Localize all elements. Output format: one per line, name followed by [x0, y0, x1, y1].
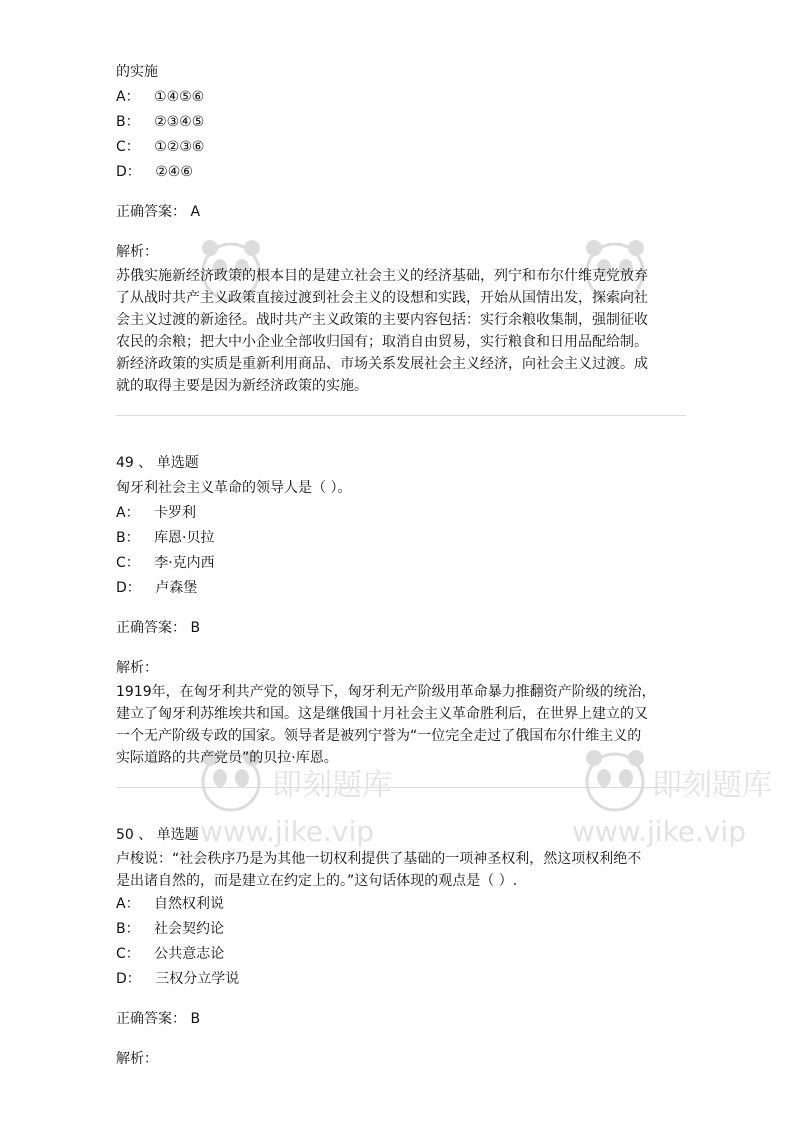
correct-answer: 正确答案： B	[116, 1011, 201, 1027]
option-key: A：	[116, 896, 140, 912]
option-c	[116, 942, 686, 967]
question-stem: 卢梭说：“社会秩序乃是为其他一切权利提供了基础的一项神圣权利，然这项权利绝不 是出诸自然的，而是建立在约定上的。”这句话体现的观点是（ ）.	[116, 851, 642, 889]
option-key: B：	[116, 530, 140, 546]
option-d	[116, 160, 686, 185]
correct-answer: 正确答案： B	[116, 620, 201, 636]
question-divider	[116, 415, 686, 416]
analysis-text: 苏俄实施新经济政策的根本目的是建立社会主义的经济基础，列宁和布尔什维克党放弃 了从战时共产主义政策直接过渡到社会主义的设想和实践，开始从国情出发，探索向社 会主义过渡的新途径。战时共产主义政策的主要内容包括：实行余粮收集制，强制征收 农民的余粮；把大中小企业全部收归国有；取消自由贸易，实行粮食和日用品配给制。 新经济政策的实质是重新利用商品、市场关系发展社会主义经济，向社会主义过渡。成 就的取得主要是因为新经济政策的实施。	[116, 268, 648, 394]
option-text: 库恩·贝拉	[154, 530, 215, 546]
option-key: D：	[116, 580, 141, 596]
question-50	[116, 808, 686, 1072]
option-text: 卡罗利	[154, 505, 197, 521]
option-text: 社会契约论	[154, 921, 225, 937]
question-header: 50 、 单选题	[116, 827, 199, 843]
document-content	[116, 60, 686, 1072]
option-text: ②③④⑤	[154, 114, 205, 130]
option-text: 卢森堡	[155, 580, 198, 596]
option-a	[116, 501, 686, 526]
question-48	[116, 60, 686, 397]
option-b	[116, 917, 686, 942]
option-text: ①②③⑥	[154, 139, 205, 155]
question-49	[116, 436, 686, 769]
option-d	[116, 576, 686, 601]
question-header: 49 、 单选题	[116, 455, 199, 471]
analysis-text: 1919年，在匈牙利共产党的领导下，匈牙利无产阶级用革命暴力推翻资产阶级的统治， 建立了匈牙利苏维埃共和国。这是继俄国十月社会主义革命胜利后，在世界上建立的又 一个无产阶级专政的国家。领导者是被列宁誉为“一位完全走过了俄国布尔什维主义的 实际道路的共产党员”的贝拉·库恩。	[116, 684, 656, 766]
option-a	[116, 85, 686, 110]
option-key: B：	[116, 114, 140, 130]
question-stem-tail: 的实施	[116, 64, 158, 80]
option-c	[116, 551, 686, 576]
option-key: B：	[116, 921, 140, 937]
analysis-label: 解析：	[116, 660, 158, 676]
analysis-label: 解析：	[116, 1051, 158, 1067]
option-d	[116, 967, 686, 992]
option-key: A：	[116, 89, 140, 105]
option-c	[116, 135, 686, 160]
option-key: A：	[116, 505, 140, 521]
option-text: 自然权利说	[154, 896, 225, 912]
option-a	[116, 892, 686, 917]
option-key: C：	[116, 946, 140, 962]
option-text: 李·克内西	[154, 555, 215, 571]
question-stem: 匈牙利社会主义革命的领导人是（ ）。	[116, 480, 352, 496]
option-text: ②④⑥	[155, 164, 193, 180]
analysis-label: 解析：	[116, 244, 158, 260]
option-key: D：	[116, 971, 141, 987]
question-divider	[116, 787, 686, 788]
option-b	[116, 526, 686, 551]
option-b	[116, 110, 686, 135]
option-text: ①④⑤⑥	[154, 89, 205, 105]
correct-answer: 正确答案： A	[116, 204, 201, 220]
option-key: D：	[116, 164, 141, 180]
option-text: 三权分立学说	[155, 971, 240, 987]
option-key: C：	[116, 555, 140, 571]
option-text: 公共意志论	[154, 946, 225, 962]
option-key: C：	[116, 139, 140, 155]
